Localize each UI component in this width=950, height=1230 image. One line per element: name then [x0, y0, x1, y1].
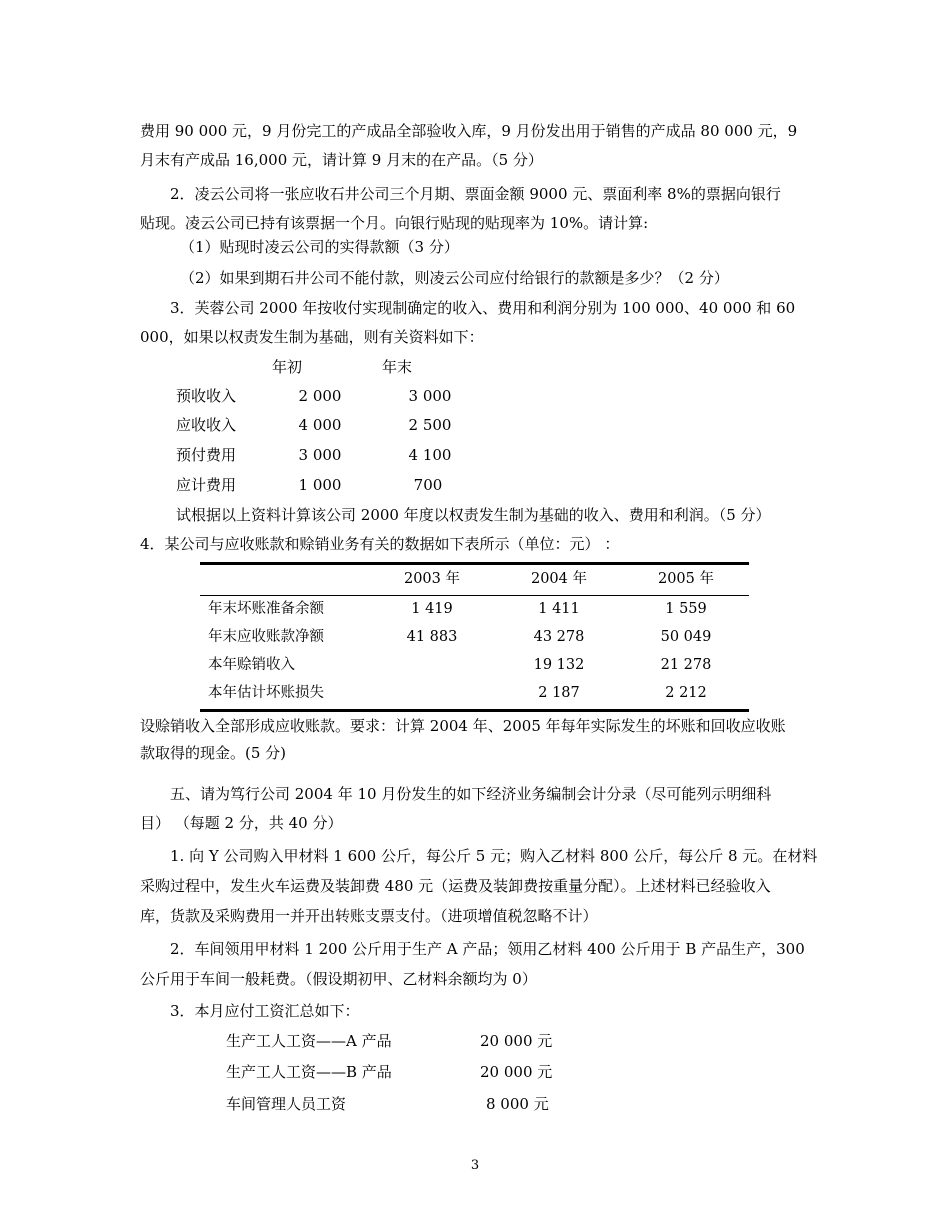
q3-table-header: 年末 — [382, 358, 413, 376]
q3-row-label: 预收收入 — [176, 387, 237, 405]
q4-cell: 21 278 — [660, 657, 712, 673]
question-3-line: 3．芙蓉公司 2000 年按收付实现制确定的收入、费用和利润分别为 100 000、40 000 和 60 — [170, 299, 796, 317]
q4-cell: 41 883 — [406, 629, 458, 645]
wage-label: 生产工人工资——A 产品 — [226, 1032, 392, 1050]
q3-row-value: 3 000 — [408, 387, 452, 405]
q4-cell: 2 187 — [538, 685, 580, 701]
section-5-line: 目） （每题 2 分，共 40 分） — [140, 814, 343, 832]
question-4-line: 设赊销收入全部形成应收账款。要求：计算 2004 年、2005 年每年实际发生的坏账和回收应收账 — [140, 717, 786, 735]
question-2-subitem: （1）贴现时凌云公司的实得款额（3 分） — [180, 238, 459, 256]
q4-row-label: 年末坏账准备余额 — [208, 601, 324, 617]
q4-cell: 1 411 — [538, 601, 580, 617]
q3-row-label: 应收收入 — [176, 416, 237, 434]
entry-3-line: 3．本月应付工资汇总如下： — [170, 1002, 360, 1020]
entry-2-line: 公斤用于车间一般耗费。（假设期初甲、乙材料余额均为 0） — [140, 970, 537, 988]
q3-row-value: 700 — [413, 476, 443, 494]
q3-row-value: 4 100 — [408, 446, 452, 464]
question-2-subitem: （2）如果到期石井公司不能付款，则凌云公司应付给银行的款额是多少？（2 分） — [180, 269, 729, 287]
question-4-line: 款取得的现金。(5 分) — [140, 744, 287, 762]
q3-row-label: 应计费用 — [176, 476, 237, 494]
paragraph-line: 月末有产成品 16,000 元，请计算 9 月末的在产品。（5 分） — [140, 151, 543, 169]
table-bottom-rule — [200, 709, 749, 712]
entry-1-line: 采购过程中，发生火车运费及装卸费 480 元（运费及装卸费按重量分配）。上述材料已经验收入 — [140, 877, 771, 895]
q3-table-header: 年初 — [272, 358, 303, 376]
page-number: 3 — [470, 1158, 480, 1173]
q4-cell: 1 419 — [411, 601, 453, 617]
question-3-line: 试根据以上资料计算该公司 2000 年度以权责发生制为基础的收入、费用和利润。（5 分） — [176, 506, 771, 524]
q4-row-label: 本年赊销收入 — [208, 657, 295, 673]
wage-amount: 8 000 元 — [486, 1095, 549, 1113]
question-4-line: 4．某公司与应收账款和赊销业务有关的数据如下表所示（单位：元） ： — [140, 535, 620, 553]
q3-row-label: 预付费用 — [176, 446, 237, 464]
q4-cell: 43 278 — [533, 629, 585, 645]
q3-row-value: 3 000 — [298, 446, 342, 464]
entry-1-line: 1. 向 Y 公司购入甲材料 1 600 公斤，每公斤 5 元；购入乙材料 800 公斤，每公斤 8 元。在材料 — [170, 847, 818, 865]
question-2-line: 2．凌云公司将一张应收石井公司三个月期、票面金额 9000 元、票面利率 8%的票据向银行 — [170, 185, 781, 203]
question-3-line: 000，如果以权责发生制为基础，则有关资料如下： — [140, 328, 484, 346]
wage-amount: 20 000 元 — [480, 1063, 553, 1081]
q3-row-value: 2 500 — [408, 416, 452, 434]
wage-amount: 20 000 元 — [480, 1032, 553, 1050]
q4-row-label: 本年估计坏账损失 — [208, 685, 324, 701]
q3-row-value: 2 000 — [298, 387, 342, 405]
entry-1-line: 库，货款及采购费用一并开出转账支票支付。（进项增值税忽略不计） — [140, 907, 598, 925]
q3-row-value: 1 000 — [298, 476, 342, 494]
q3-row-value: 4 000 — [298, 416, 342, 434]
q4-col-header: 2003 年 — [403, 571, 460, 587]
table-header-rule — [200, 595, 749, 596]
q4-cell: 1 559 — [665, 601, 707, 617]
paragraph-line: 费用 90 000 元，9 月份完工的产成品全部验收入库，9 月份发出用于销售的产成品 80 000 元，9 — [140, 122, 798, 140]
wage-label: 车间管理人员工资 — [226, 1095, 347, 1113]
q4-row-label: 年末应收账款净额 — [208, 629, 324, 645]
q4-cell: 50 049 — [660, 629, 712, 645]
q4-col-header: 2004 年 — [530, 571, 587, 587]
question-2-line: 贴现。凌云公司已持有该票据一个月。向银行贴现的贴现率为 10%。请计算: — [140, 214, 649, 232]
table-top-rule — [200, 562, 749, 565]
section-5-line: 五、请为笃行公司 2004 年 10 月份发生的如下经济业务编制会计分录（尽可能列示明细科 — [170, 785, 772, 803]
q4-cell: 19 132 — [533, 657, 585, 673]
q4-cell: 2 212 — [665, 685, 707, 701]
q4-col-header: 2005 年 — [657, 571, 714, 587]
wage-label: 生产工人工资——B 产品 — [226, 1063, 392, 1081]
entry-2-line: 2．车间领用甲材料 1 200 公斤用于生产 A 产品；领用乙材料 400 公斤用于 B 产品生产，300 — [170, 940, 805, 958]
